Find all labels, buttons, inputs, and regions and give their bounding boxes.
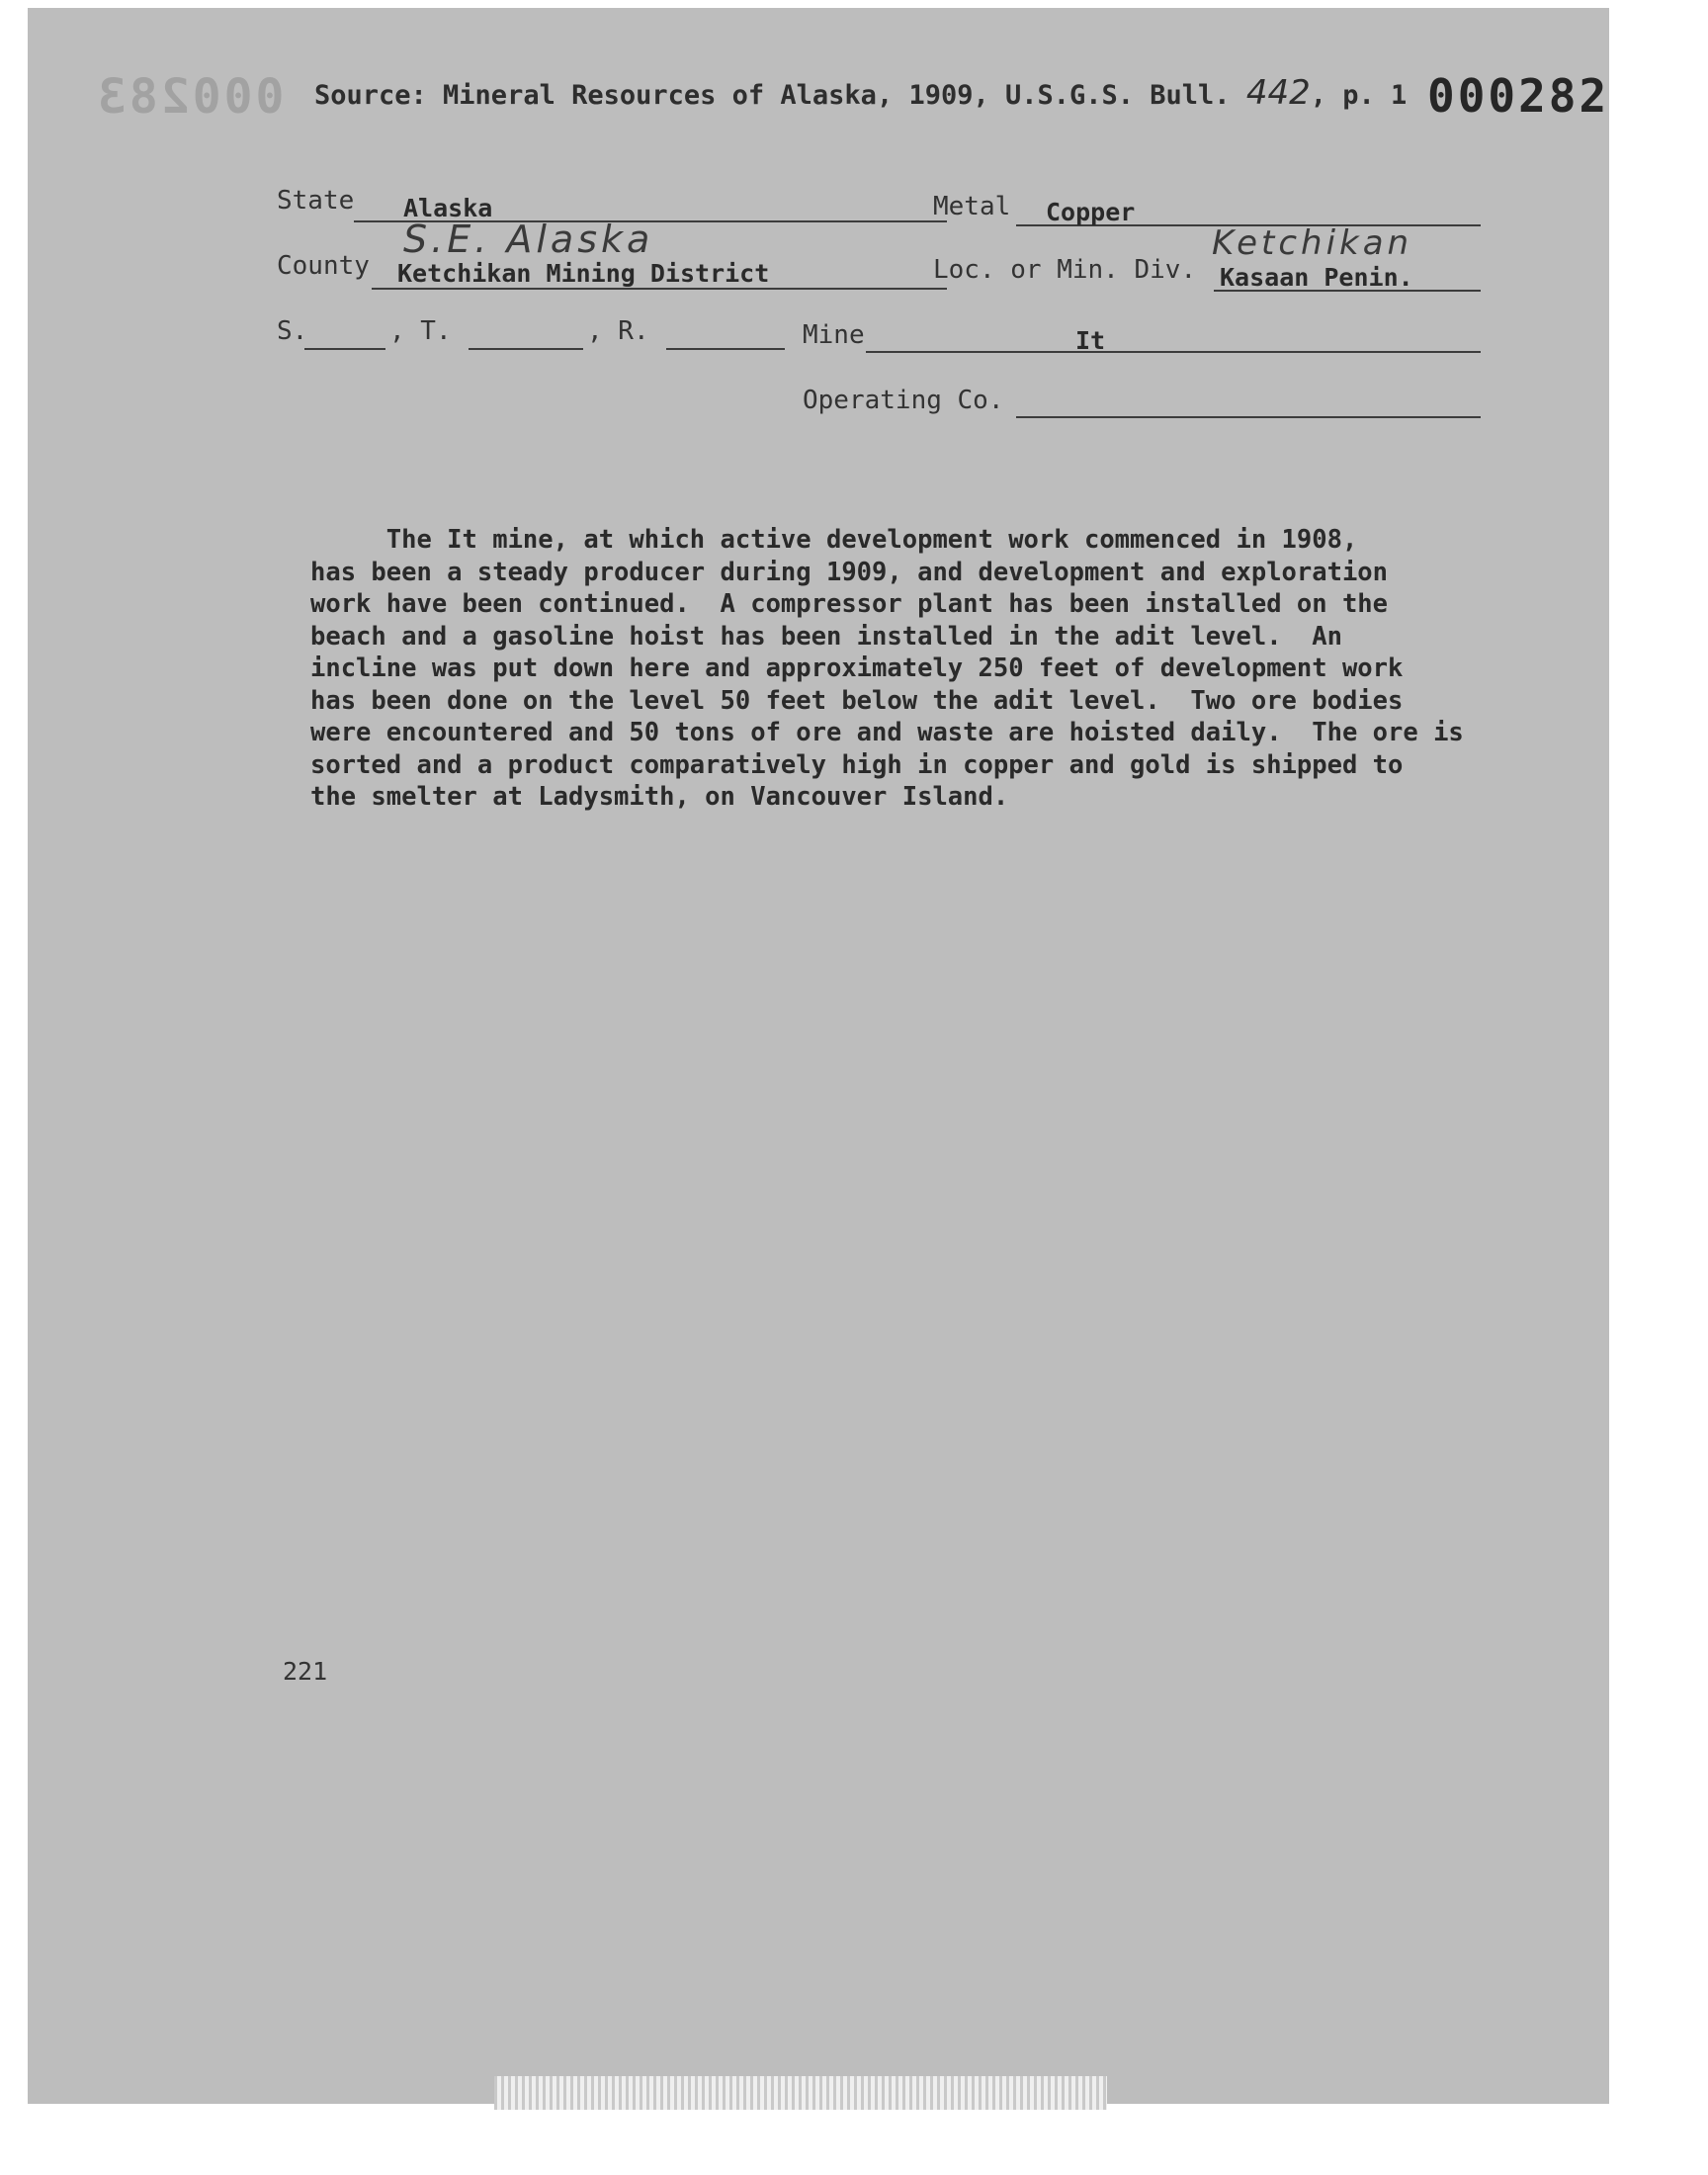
document-sheet [28, 8, 1609, 2104]
body-line: were encountered and 50 tons of ore and waste are hoisted daily. The ore is [310, 718, 1464, 747]
state-label: State [277, 186, 355, 216]
bleed-through-number: 000283 [95, 69, 285, 125]
section-line [304, 348, 385, 350]
body-line: the smelter at Ladysmith, on Vancouver Island. [310, 782, 1009, 812]
mine-line [866, 351, 1481, 353]
page-number: 221 [283, 1657, 328, 1686]
township-line [469, 348, 583, 350]
state-value: Alaska [403, 194, 493, 222]
county-line [372, 288, 947, 290]
range-line [666, 348, 785, 350]
county-handwritten: S.E. Alaska [403, 218, 654, 261]
loc-handwritten: Ketchikan [1212, 223, 1413, 263]
body-line: beach and a gasoline hoist has been installed in the adit level. An [310, 621, 1342, 652]
body-line: incline was put down here and approximately 250 feet of development work [310, 653, 1404, 683]
range-label: , R. [587, 316, 649, 346]
township-label: , T. [389, 316, 452, 346]
county-value: Ketchikan Mining District [397, 259, 770, 288]
mine-label: Mine [803, 320, 865, 350]
source-suffix: , p. 1 [1310, 80, 1408, 111]
source-prefix: Source: Mineral Resources of Alaska, 1909, U.S.G.S. Bull. [314, 80, 1231, 111]
source-bulletin-handwritten: 442 [1245, 73, 1311, 113]
metal-label: Metal [933, 192, 1011, 221]
metal-value: Copper [1046, 198, 1136, 226]
loc-value: Kasaan Penin. [1220, 263, 1413, 292]
operating-co-line [1016, 416, 1481, 418]
section-label: S. [277, 316, 308, 346]
stamp-number: 000282 [1427, 69, 1610, 123]
source-line [314, 73, 1407, 113]
county-label: County [277, 251, 370, 281]
body-line: has been a steady producer during 1909, and development and exploration [310, 557, 1389, 587]
body-line: work have been continued. A compressor plant has been installed on the [310, 589, 1389, 619]
mine-value: It [1075, 326, 1106, 355]
body-line: has been done on the level 50 feet below the adit level. Two ore bodies [310, 685, 1404, 716]
body-text [310, 524, 1595, 814]
operating-co-label: Operating Co. [803, 386, 1004, 415]
loc-label: Loc. or Min. Div. [933, 255, 1197, 285]
body-line: sorted and a product comparatively high in copper and gold is shipped to [310, 749, 1404, 780]
body-line: The It mine, at which active development work commenced in 1908, [310, 525, 1358, 555]
scan-edge-strip [494, 2076, 1107, 2110]
